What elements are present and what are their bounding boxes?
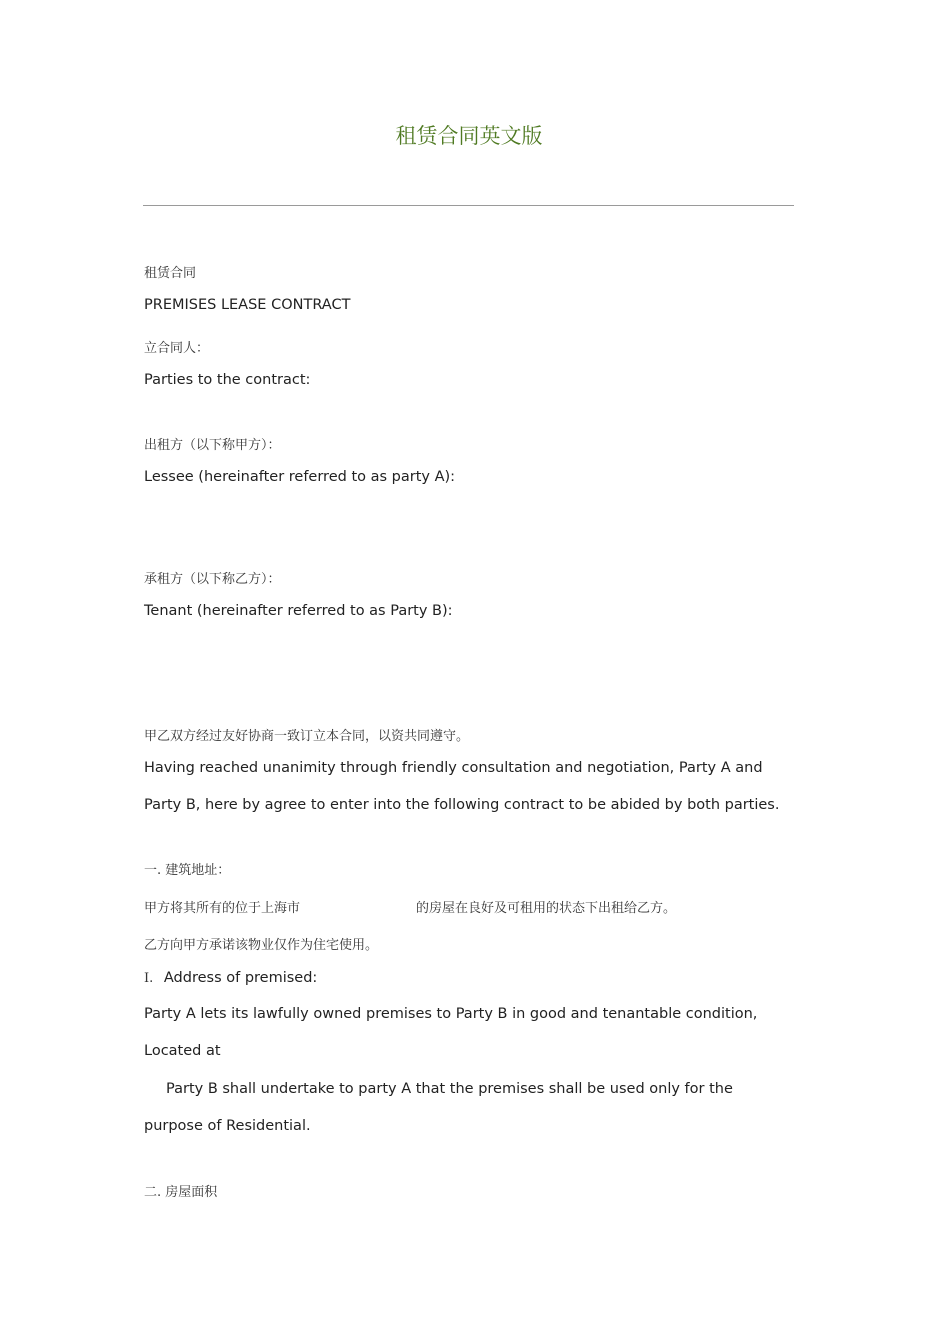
agreement-en-line-1: Having reached unanimity through friendly consultation and negotiation, Party A and [144,760,763,776]
section1-en-line-4: purpose of Residential. [144,1118,311,1134]
document-title: 租赁合同英文版 [395,124,543,148]
heading-cn: 租赁合同 [144,266,197,281]
parties-label-en: Parties to the contract: [144,372,311,388]
section1-text-cn-b: 的房屋在良好及可租用的状态下出租给乙方。 [416,901,677,916]
section1-text-cn [144,897,676,916]
section1-en-line-3: Party B shall undertake to party A that the premises shall be used only for the [166,1081,733,1097]
title-divider [143,205,794,206]
section2-heading-cn: 二. 房屋面积 [144,1185,218,1200]
section1-use-cn: 乙方向甲方承诺该物业仅作为住宅使用。 [144,938,379,953]
agreement-cn: 甲乙双方经过友好协商一致订立本合同，以资共同遵守。 [144,729,470,744]
lessor-label-en: Lessee (hereinafter referred to as party A): [144,469,456,485]
section1-numeral: Ⅰ. [144,971,154,986]
section1-heading-cn: 一. 建筑地址： [144,863,231,878]
tenant-label-en: Tenant (hereinafter referred to as Party B): [144,603,453,619]
parties-label-cn: 立合同人： [144,341,210,356]
section1-en-line-1: Party A lets its lawfully owned premises to Party B in good and tenantable condition, [144,1006,758,1022]
section1-en-line-2: Located at [144,1043,221,1059]
lessor-label-cn: 出租方（以下称甲方）： [144,438,281,453]
agreement-en-line-2: Party B, here by agree to enter into the following contract to be abided by both parties. [144,797,780,813]
section1-text-cn-a: 甲方将其所有的位于上海市 [144,901,301,916]
heading-en: PREMISES LEASE CONTRACT [144,297,351,313]
section1-heading-en-row [144,970,317,986]
section1-heading-en: Address of premised: [163,970,318,986]
tenant-label-cn: 承租方（以下称乙方）： [144,572,281,587]
